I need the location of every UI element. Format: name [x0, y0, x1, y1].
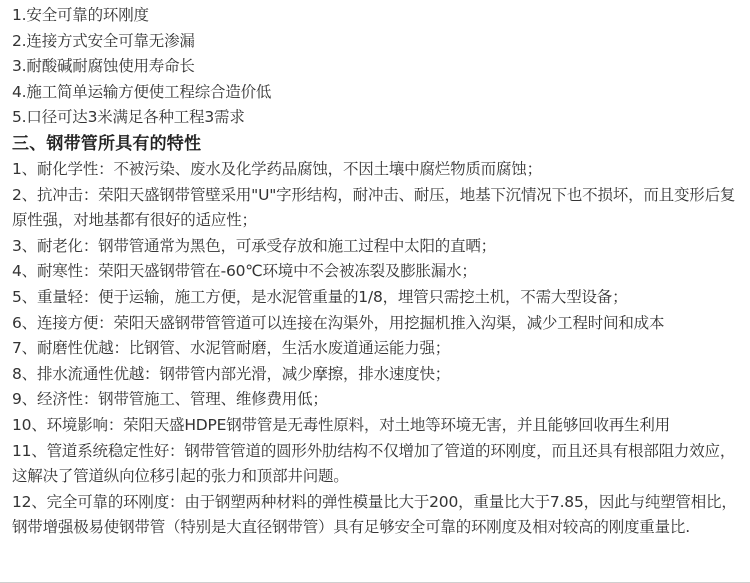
document-body [12, 3, 742, 541]
section-heading: 三、钢带管所具有的特性 [12, 133, 202, 154]
feature-item: 5、重量轻：便于运输，施工方便，是水泥管重量的1/8，埋管只需挖土机，不需大型设备； [12, 287, 628, 306]
feature-item: 1、耐化学性：不被污染、废水及化学药品腐蚀，不因土壤中腐烂物质而腐蚀； [12, 159, 542, 178]
advantage-item: 3.耐酸碱耐腐蚀使用寿命长 [12, 57, 195, 76]
feature-item: 9、经济性：钢带管施工、管理、维修费用低； [12, 390, 328, 409]
feature-item: 10、环境影响：荣阳天盛HDPE钢带管是无毒性原料，对土地等环境无害，并且能够回收再生利用 [12, 415, 670, 434]
feature-item: 2、抗冲击：荣阳天盛钢带管壁采用"U"字形结构，耐冲击、耐压，地基下沉情况下也不损坏，而且变形后复原性强，对地基都有很好的适应性； [12, 185, 736, 230]
advantage-item: 5.口径可达3米满足各种工程3需求 [12, 108, 245, 127]
advantage-item: 1.安全可靠的环刚度 [12, 6, 149, 24]
feature-item: 7、耐磨性优越：比钢管、水泥管耐磨，生活水废道通运能力强； [12, 339, 451, 358]
advantage-item: 2.连接方式安全可靠无渗漏 [12, 31, 195, 50]
feature-item: 6、连接方便：荣阳天盛钢带管管道可以连接在沟渠外，用挖掘机推入沟渠，减少工程时间和成本 [12, 313, 665, 332]
advantage-item: 4.施工简单运输方便使工程综合造价低 [12, 82, 272, 101]
feature-item: 11、管道系统稳定性好：钢带管管道的圆形外肋结构不仅增加了管道的环刚度，而且还具有根部阻力效应，这解决了管道纵向位移引起的张力和顶部井问题。 [12, 441, 736, 486]
feature-item: 3、耐老化：钢带管通常为黑色，可承受存放和施工过程中太阳的直晒； [12, 236, 496, 255]
feature-item: 12、完全可靠的环刚度：由于钢塑两种材料的弹性模量比大于200，重量比大于7.85，因此与纯塑管相比，钢带增强极易使钢带管（特别是大直径钢带管）具有足够安全可靠的环刚度及相对较高的刚度重量比. [12, 492, 737, 537]
feature-item: 4、耐寒性：荣阳天盛钢带管在-60℃环境中不会被冻裂及膨胀漏水； [12, 262, 477, 281]
feature-item: 8、排水流通性优越：钢带管内部光滑，减少摩擦，排水速度快； [12, 364, 451, 383]
